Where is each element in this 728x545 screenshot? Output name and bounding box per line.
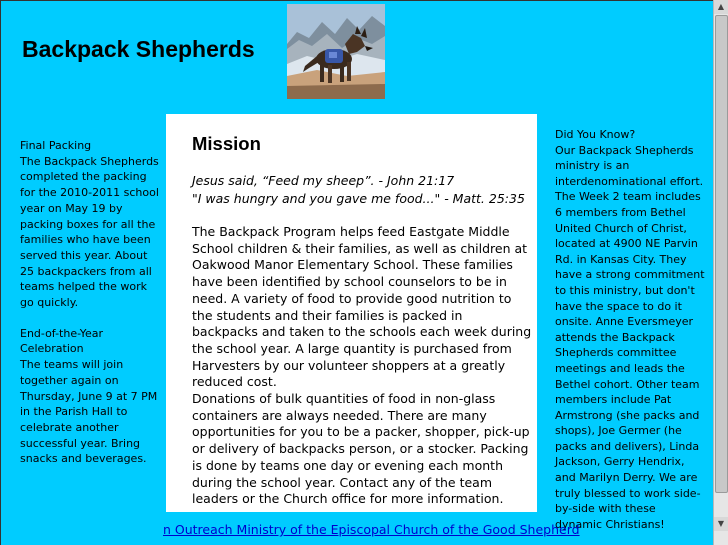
- news-heading: Final Packing: [20, 139, 92, 152]
- left-sidebar: [20, 138, 160, 482]
- dog-photo-image: [287, 4, 385, 99]
- quote-line: Jesus said, “Feed my sheep”. - John 21:17: [192, 173, 455, 188]
- scripture-quotes: [192, 172, 532, 208]
- quote-line: "I was hungry and you gave me food..." - Matt. 25:35: [192, 191, 525, 206]
- vertical-scrollbar[interactable]: [713, 0, 728, 545]
- mission-panel: [166, 114, 537, 512]
- page-left-border: [0, 0, 1, 545]
- news-heading: End-of-the-Year Celebration: [20, 326, 104, 356]
- news-item-final-packing: [20, 138, 160, 311]
- mission-title: Mission: [192, 133, 261, 154]
- site-title: Backpack Shepherds: [22, 36, 255, 62]
- dog-photo: [287, 4, 385, 99]
- mission-body: [192, 224, 532, 508]
- right-sidebar: [555, 127, 705, 532]
- did-you-know-heading: Did You Know?: [555, 128, 636, 141]
- scroll-thumb[interactable]: [715, 15, 728, 493]
- news-item-celebration: [20, 326, 160, 467]
- arrow-up-icon[interactable]: ▲: [714, 0, 728, 14]
- mission-paragraph: Donations of bulk quantities of food in non-glass containers are always needed. There are many opportunities for you to be a packer, shopper, pick-up or delivery of backpacks person, or a stocker. Packing is done by teams one day or evening each month during the school year. Contact any of the team leaders or the Church office for more information.: [192, 391, 530, 507]
- news-body: The teams will join together again on Thursday, June 9 at 7 PM in the Parish Hall to celebrate another successful year. Bring snacks and beverages.: [20, 358, 158, 466]
- page-top-border: [0, 0, 714, 1]
- mission-paragraph: The Backpack Program helps feed Eastgate Middle School children & their families, as well as children at Oakwood Manor Elementary School. These families have been identified by school counselors to be in need. A variety of food to provide good nutrition to the students and their families is packed in backpacks and taken to the schools each week during the school year. A large quantity is purchased from Harvesters by our volunteer shoppers at a greatly reduced cost.: [192, 224, 532, 390]
- news-body: The Backpack Shepherds completed the packing for the 2010-2011 school year on May 19 by packing boxes for all the families who have been served this year. About 25 backpackers from all teams helped the work go quickly.: [20, 154, 159, 310]
- arrow-down-icon[interactable]: ▼: [714, 517, 728, 531]
- did-you-know-body: Our Backpack Shepherds ministry is an interdenominational effort. The Week 2 team includes 6 members from Bethel United Church of Christ, located at 4900 NE Parvin Rd. in Kansas City. They have a strong commitment to this ministry, but don't have the space to do it onsite. Anne Eversmeyer attends the Backpack Shepherds committee meetings and leads the Bethel cohort. Other team members include Pat Armstrong (she packs and shops), Joe Germer (he packs and delivers), Linda Jackson, Gerry Hendrix, and Marilyn Derry. We are truly blessed to work side-by-side with these dynamic Christians!: [555, 143, 705, 531]
- footer-ministry-link[interactable]: n Outreach Ministry of the Episcopal Church of the Good Shepherd: [163, 522, 580, 537]
